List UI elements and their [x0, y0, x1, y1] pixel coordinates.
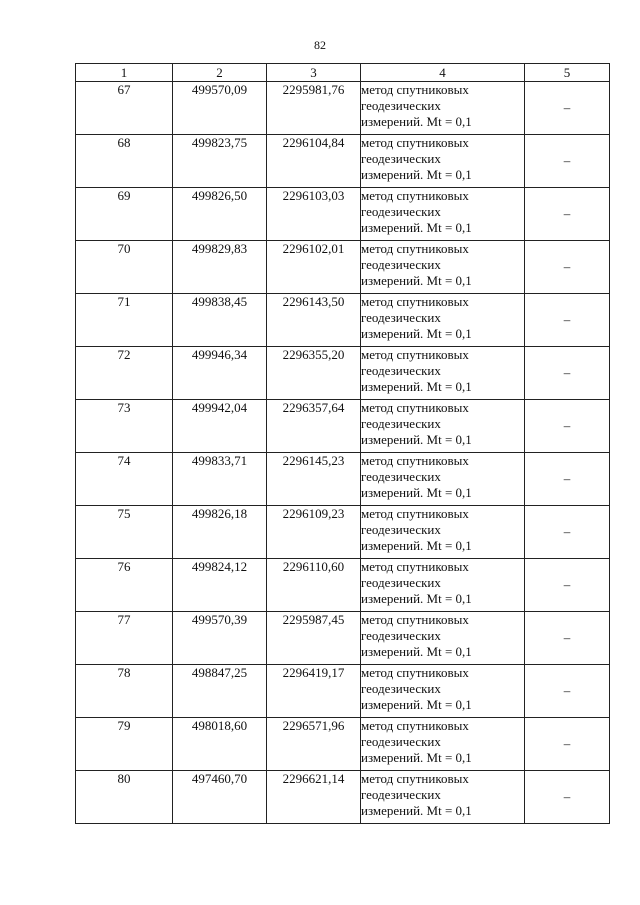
table-row [76, 82, 610, 135]
method-line: геодезических [361, 363, 441, 378]
point-number-cell: 69 [76, 188, 173, 241]
table-row [76, 612, 610, 665]
method-cell [361, 188, 525, 241]
method-cell [361, 82, 525, 135]
note-cell: – [525, 559, 610, 612]
method-line: метод спутниковых [361, 612, 469, 627]
method-line: метод спутниковых [361, 188, 469, 203]
x-coordinate-cell: 499824,12 [173, 559, 267, 612]
method-cell [361, 506, 525, 559]
x-coordinate-cell: 498018,60 [173, 718, 267, 771]
method-line: геодезических [361, 787, 441, 802]
method-line: геодезических [361, 310, 441, 325]
method-line: метод спутниковых [361, 294, 469, 309]
column-header: 1 [76, 64, 173, 82]
method-line: измерений. Mt = 0,1 [361, 803, 472, 818]
method-line: измерений. Mt = 0,1 [361, 167, 472, 182]
note-cell: – [525, 400, 610, 453]
point-number-cell: 77 [76, 612, 173, 665]
table-row [76, 347, 610, 400]
note-cell: – [525, 188, 610, 241]
note-cell: – [525, 294, 610, 347]
column-header: 5 [525, 64, 610, 82]
method-line: метод спутниковых [361, 241, 469, 256]
method-cell [361, 771, 525, 824]
column-header: 2 [173, 64, 267, 82]
table-row [76, 400, 610, 453]
method-line: метод спутниковых [361, 347, 469, 362]
note-cell: – [525, 241, 610, 294]
y-coordinate-cell: 2296102,01 [267, 241, 361, 294]
method-line: метод спутниковых [361, 400, 469, 415]
y-coordinate-cell: 2296104,84 [267, 135, 361, 188]
table-row [76, 241, 610, 294]
point-number-cell: 73 [76, 400, 173, 453]
method-line: метод спутниковых [361, 506, 469, 521]
y-coordinate-cell: 2295981,76 [267, 82, 361, 135]
point-number-cell: 79 [76, 718, 173, 771]
method-line: измерений. Mt = 0,1 [361, 750, 472, 765]
method-line: геодезических [361, 151, 441, 166]
y-coordinate-cell: 2296621,14 [267, 771, 361, 824]
header-row [76, 64, 610, 82]
method-line: метод спутниковых [361, 135, 469, 150]
y-coordinate-cell: 2296103,03 [267, 188, 361, 241]
method-line: геодезических [361, 469, 441, 484]
table-body [76, 82, 610, 824]
table-row [76, 665, 610, 718]
x-coordinate-cell: 499946,34 [173, 347, 267, 400]
method-line: измерений. Mt = 0,1 [361, 697, 472, 712]
method-line: метод спутниковых [361, 559, 469, 574]
table-row [76, 135, 610, 188]
table-row [76, 453, 610, 506]
point-number-cell: 71 [76, 294, 173, 347]
point-number-cell: 78 [76, 665, 173, 718]
point-number-cell: 72 [76, 347, 173, 400]
method-line: измерений. Mt = 0,1 [361, 432, 472, 447]
method-line: геодезических [361, 98, 441, 113]
method-line: метод спутниковых [361, 665, 469, 680]
x-coordinate-cell: 499942,04 [173, 400, 267, 453]
method-line: геодезических [361, 522, 441, 537]
method-line: метод спутниковых [361, 453, 469, 468]
method-line: измерений. Mt = 0,1 [361, 114, 472, 129]
point-number-cell: 70 [76, 241, 173, 294]
table-row [76, 559, 610, 612]
page-number: 82 [314, 38, 326, 52]
point-number-cell: 74 [76, 453, 173, 506]
x-coordinate-cell: 499826,18 [173, 506, 267, 559]
method-cell [361, 718, 525, 771]
x-coordinate-cell: 499829,83 [173, 241, 267, 294]
method-line: метод спутниковых [361, 718, 469, 733]
coordinates-table [75, 63, 610, 824]
method-line: измерений. Mt = 0,1 [361, 485, 472, 500]
x-coordinate-cell: 499570,09 [173, 82, 267, 135]
method-cell [361, 559, 525, 612]
table-row [76, 188, 610, 241]
method-cell [361, 612, 525, 665]
method-line: геодезических [361, 681, 441, 696]
method-line: измерений. Mt = 0,1 [361, 591, 472, 606]
table-row [76, 771, 610, 824]
x-coordinate-cell: 499570,39 [173, 612, 267, 665]
method-line: измерений. Mt = 0,1 [361, 644, 472, 659]
method-line: геодезических [361, 416, 441, 431]
method-cell [361, 400, 525, 453]
x-coordinate-cell: 497460,70 [173, 771, 267, 824]
table-row [76, 718, 610, 771]
method-cell [361, 453, 525, 506]
x-coordinate-cell: 498847,25 [173, 665, 267, 718]
y-coordinate-cell: 2296109,23 [267, 506, 361, 559]
table-row [76, 506, 610, 559]
y-coordinate-cell: 2296419,17 [267, 665, 361, 718]
note-cell: – [525, 612, 610, 665]
method-line: геодезических [361, 204, 441, 219]
method-line: измерений. Mt = 0,1 [361, 220, 472, 235]
point-number-cell: 80 [76, 771, 173, 824]
method-cell [361, 294, 525, 347]
note-cell: – [525, 665, 610, 718]
method-line: измерений. Mt = 0,1 [361, 326, 472, 341]
method-line: геодезических [361, 257, 441, 272]
point-number-cell: 75 [76, 506, 173, 559]
y-coordinate-cell: 2296357,64 [267, 400, 361, 453]
x-coordinate-cell: 499823,75 [173, 135, 267, 188]
x-coordinate-cell: 499826,50 [173, 188, 267, 241]
point-number-cell: 76 [76, 559, 173, 612]
note-cell: – [525, 453, 610, 506]
method-line: геодезических [361, 628, 441, 643]
method-cell [361, 135, 525, 188]
method-line: измерений. Mt = 0,1 [361, 273, 472, 288]
column-header: 4 [361, 64, 525, 82]
y-coordinate-cell: 2295987,45 [267, 612, 361, 665]
method-cell [361, 347, 525, 400]
note-cell: – [525, 347, 610, 400]
note-cell: – [525, 82, 610, 135]
y-coordinate-cell: 2296110,60 [267, 559, 361, 612]
method-line: измерений. Mt = 0,1 [361, 538, 472, 553]
note-cell: – [525, 506, 610, 559]
method-line: измерений. Mt = 0,1 [361, 379, 472, 394]
note-cell: – [525, 771, 610, 824]
point-number-cell: 68 [76, 135, 173, 188]
method-line: геодезических [361, 734, 441, 749]
method-cell [361, 665, 525, 718]
method-line: метод спутниковых [361, 771, 469, 786]
method-line: геодезических [361, 575, 441, 590]
y-coordinate-cell: 2296145,23 [267, 453, 361, 506]
y-coordinate-cell: 2296571,96 [267, 718, 361, 771]
y-coordinate-cell: 2296355,20 [267, 347, 361, 400]
method-cell [361, 241, 525, 294]
y-coordinate-cell: 2296143,50 [267, 294, 361, 347]
column-header: 3 [267, 64, 361, 82]
table-row [76, 294, 610, 347]
x-coordinate-cell: 499838,45 [173, 294, 267, 347]
x-coordinate-cell: 499833,71 [173, 453, 267, 506]
note-cell: – [525, 135, 610, 188]
point-number-cell: 67 [76, 82, 173, 135]
note-cell: – [525, 718, 610, 771]
method-line: метод спутниковых [361, 82, 469, 97]
